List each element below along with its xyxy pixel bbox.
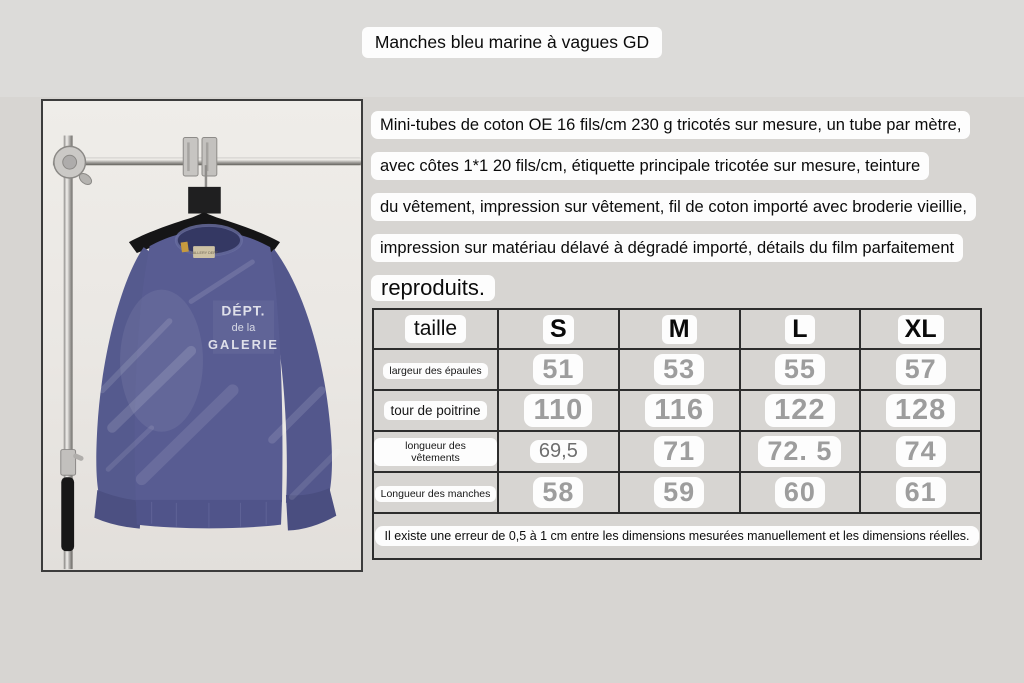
page-title-row <box>0 27 1024 58</box>
size-table-header-row <box>373 309 981 349</box>
product-description <box>371 111 989 314</box>
size-value: 69,5 <box>530 440 587 463</box>
care-tag <box>181 242 189 253</box>
row-label: Longueur des manches <box>375 486 497 502</box>
value-cell <box>619 349 740 390</box>
value-cell <box>860 431 981 472</box>
chest-print-line1: DÉPT. <box>221 302 266 319</box>
header-cell-m <box>619 309 740 349</box>
size-value: 74 <box>896 436 946 467</box>
product-photo <box>41 99 363 572</box>
header-m-label: M <box>662 315 697 344</box>
size-value: 57 <box>896 354 946 385</box>
header-cell-s <box>498 309 619 349</box>
value-cell <box>860 390 981 431</box>
description-line-text: Mini-tubes de coton OE 16 fils/cm 230 g tricotés sur mesure, un tube par mètre, <box>371 111 970 139</box>
page-title: Manches bleu marine à vagues GD <box>362 27 662 58</box>
row-label-cell <box>373 472 498 513</box>
metal-clip-left <box>183 137 198 176</box>
value-cell <box>619 390 740 431</box>
description-line <box>371 193 989 221</box>
neck-label-text: GALLERY DEPT <box>189 251 219 256</box>
table-row-sleeve-length <box>373 472 981 513</box>
size-value: 71 <box>654 436 704 467</box>
header-xl-label: XL <box>898 315 944 344</box>
size-value: 72. 5 <box>758 436 841 467</box>
size-value: 128 <box>886 394 955 427</box>
sweatshirt <box>94 225 337 530</box>
chest-print-line3: GALERIE <box>208 336 279 352</box>
description-line <box>371 111 989 139</box>
table-note-row <box>373 513 981 559</box>
note-cell <box>373 513 981 559</box>
description-line <box>371 152 989 180</box>
size-value: 116 <box>645 394 713 427</box>
table-row-shoulders <box>373 349 981 390</box>
description-line-text: reproduits. <box>371 275 495 301</box>
chest-print-line2: de la <box>231 322 256 335</box>
value-cell <box>498 472 619 513</box>
size-value: 61 <box>896 477 946 508</box>
row-label: largeur des épaules <box>383 363 487 379</box>
header-cell-taille <box>373 309 498 349</box>
size-value: 59 <box>654 477 704 508</box>
row-label-cell <box>373 349 498 390</box>
value-cell <box>740 349 861 390</box>
value-cell <box>498 431 619 472</box>
description-line-last <box>371 275 989 301</box>
table-row-garment-length <box>373 431 981 472</box>
size-value: 122 <box>765 394 834 427</box>
description-line-text: du vêtement, impression sur vêtement, fil de coton importé avec broderie vieillie, <box>371 193 976 221</box>
row-label-cell <box>373 431 498 472</box>
value-cell <box>498 349 619 390</box>
value-cell <box>619 431 740 472</box>
value-cell <box>860 472 981 513</box>
product-photo-illustration <box>43 101 361 570</box>
size-value: 51 <box>533 354 583 385</box>
description-line-text: avec côtes 1*1 20 fils/cm, étiquette principale tricotée sur mesure, teinture <box>371 152 929 180</box>
row-label: tour de poitrine <box>384 401 486 420</box>
value-cell <box>619 472 740 513</box>
description-line <box>371 234 989 262</box>
row-label: longueur des vêtements <box>374 438 497 466</box>
value-cell <box>740 390 861 431</box>
size-value: 110 <box>524 394 592 427</box>
value-cell <box>498 390 619 431</box>
table-row-chest <box>373 390 981 431</box>
header-s-label: S <box>543 315 574 344</box>
value-cell <box>740 431 861 472</box>
header-cell-xl <box>860 309 981 349</box>
size-value: 58 <box>533 477 583 508</box>
header-cell-l <box>740 309 861 349</box>
size-value: 55 <box>775 354 825 385</box>
measurement-note: Il existe une erreur de 0,5 à 1 cm entre les dimensions mesurées manuellement et les dimensions réelles. <box>375 526 978 546</box>
description-line-text: impression sur matériau délavé à dégradé importé, détails du film parfaitement <box>371 234 963 262</box>
value-cell <box>740 472 861 513</box>
chest-print <box>208 300 279 353</box>
size-value: 60 <box>775 477 825 508</box>
metal-clip-right <box>202 137 217 176</box>
size-table <box>372 308 982 560</box>
row-label-cell <box>373 390 498 431</box>
header-l-label: L <box>785 315 814 344</box>
size-value: 53 <box>654 354 704 385</box>
header-taille-label: taille <box>405 315 466 343</box>
value-cell <box>860 349 981 390</box>
